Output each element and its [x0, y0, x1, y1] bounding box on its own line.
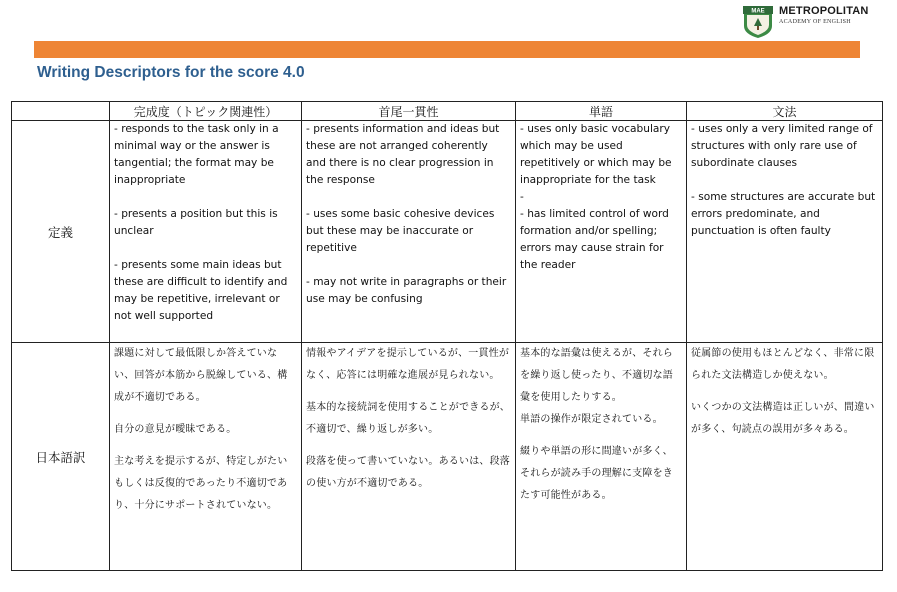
academy-logo: [743, 6, 869, 38]
logo-name: METROPOLITAN: [779, 5, 869, 17]
shield-icon: [743, 6, 773, 38]
table-cell: - responds to the task only in a minimal way or the answer is tangential; the format may be inappropriate - presents a position but this is unclear - presents some main ideas but these are difficult to identify and may be repetitive, irrelevant or not well supported: [110, 121, 302, 343]
page-title: Writing Descriptors for the score 4.0: [37, 64, 305, 81]
row-label: 日本語訳: [12, 343, 110, 571]
corner-cell: [12, 102, 110, 121]
table-cell: 情報やアイデアを提示しているが、一貫性がなく、応答には明確な進展が見られない。 基本的な接続詞を使用することができるが、不適切で、繰り返しが多い。 段落を使って書いていない。あるいは、段落の使い方が不適切である。: [302, 343, 516, 571]
table-cell: 課題に対して最低限しか答えていない、回答が本筋から脱線している、構成が不適切である。 自分の意見が曖昧である。 主な考えを提示するが、特定しがたいもしくは反復的であったり不適切であり、十分にサポートされていない。: [110, 343, 302, 571]
column-header: 完成度（トピック関連性）: [110, 102, 302, 121]
descriptor-table: [11, 101, 883, 571]
column-header: 首尾一貫性: [302, 102, 516, 121]
table-cell: 基本的な語彙は使えるが、それらを繰り返し使ったり、不適切な語彙を使用したりする。 単語の操作が限定されている。 綴りや単語の形に間違いが多く、それらが読み手の理解に支障をきたす可能性がある。: [516, 343, 687, 571]
row-label: 定義: [12, 121, 110, 343]
column-header: 単語: [516, 102, 687, 121]
table-row: [12, 121, 883, 343]
table-cell: 従属節の使用もほとんどなく、非常に限られた文法構造しか使えない。 いくつかの文法構造は正しいが、間違いが多く、句読点の誤用が多々ある。: [687, 343, 883, 571]
logo-subtitle: ACADEMY OF ENGLISH: [779, 19, 851, 25]
table-row: [12, 343, 883, 571]
column-header: 文法: [687, 102, 883, 121]
table-header-row: [12, 102, 883, 121]
table-cell: - uses only a very limited range of structures with only rare use of subordinate clauses - some structures are accurate but errors predominate, and punctuation is often faulty: [687, 121, 883, 343]
table-cell: - presents information and ideas but these are not arranged coherently and there is no clear progression in the response - uses some basic cohesive devices but these may be inaccurate or repetitive - may not write in paragraphs or their use may be confusing: [302, 121, 516, 343]
table-cell: - uses only basic vocabulary which may be used repetitively or which may be inappropriate for the task - - has limited control of word formation and/or spelling; errors may cause strain for the reader: [516, 121, 687, 343]
svg-text:MAE: MAE: [751, 8, 765, 15]
header-banner: [34, 41, 860, 58]
